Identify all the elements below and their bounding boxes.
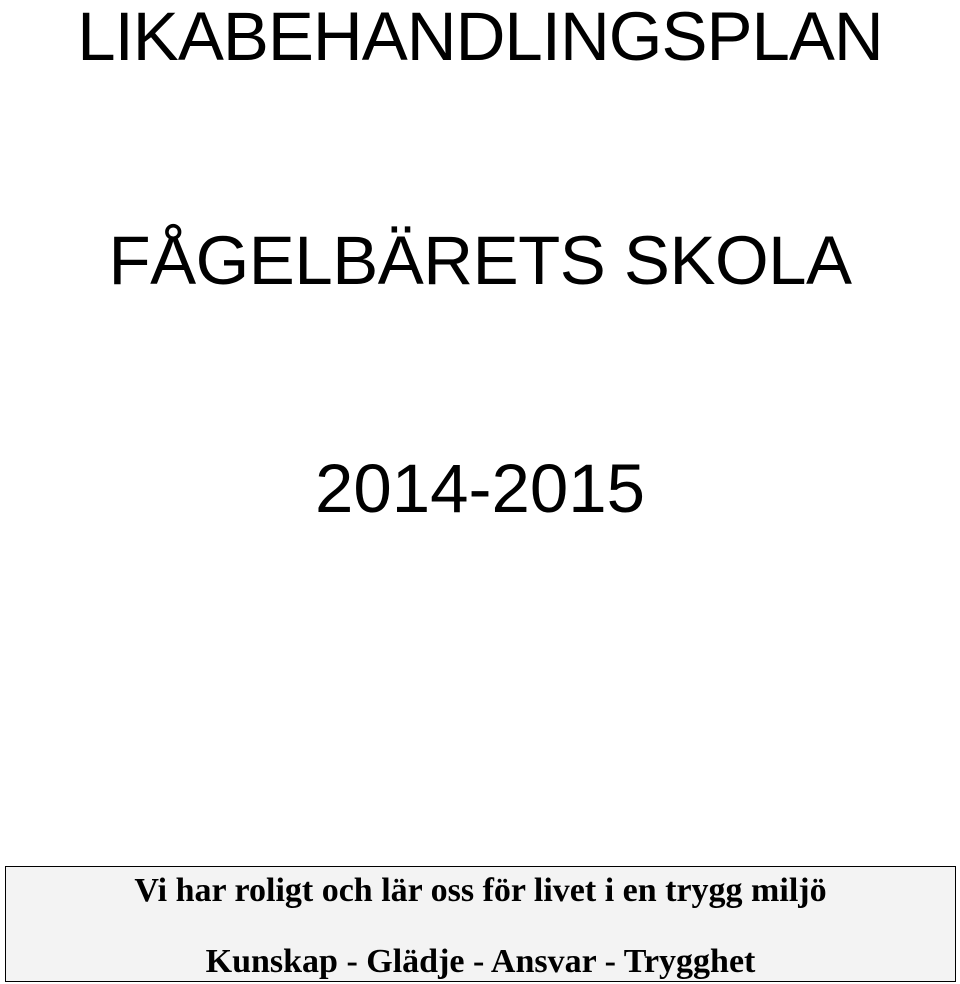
motto-line-1: Vi har roligt och lär oss för livet i en trygg miljö xyxy=(134,872,827,909)
document-title: LIKABEHANDLINGSPLAN xyxy=(77,0,883,75)
motto-box xyxy=(5,866,956,982)
motto-line-2: Kunskap - Glädje - Ansvar - Trygghet xyxy=(205,943,756,980)
school-name: FÅGELBÄRETS SKOLA xyxy=(108,222,852,299)
school-year: 2014-2015 xyxy=(315,450,645,527)
